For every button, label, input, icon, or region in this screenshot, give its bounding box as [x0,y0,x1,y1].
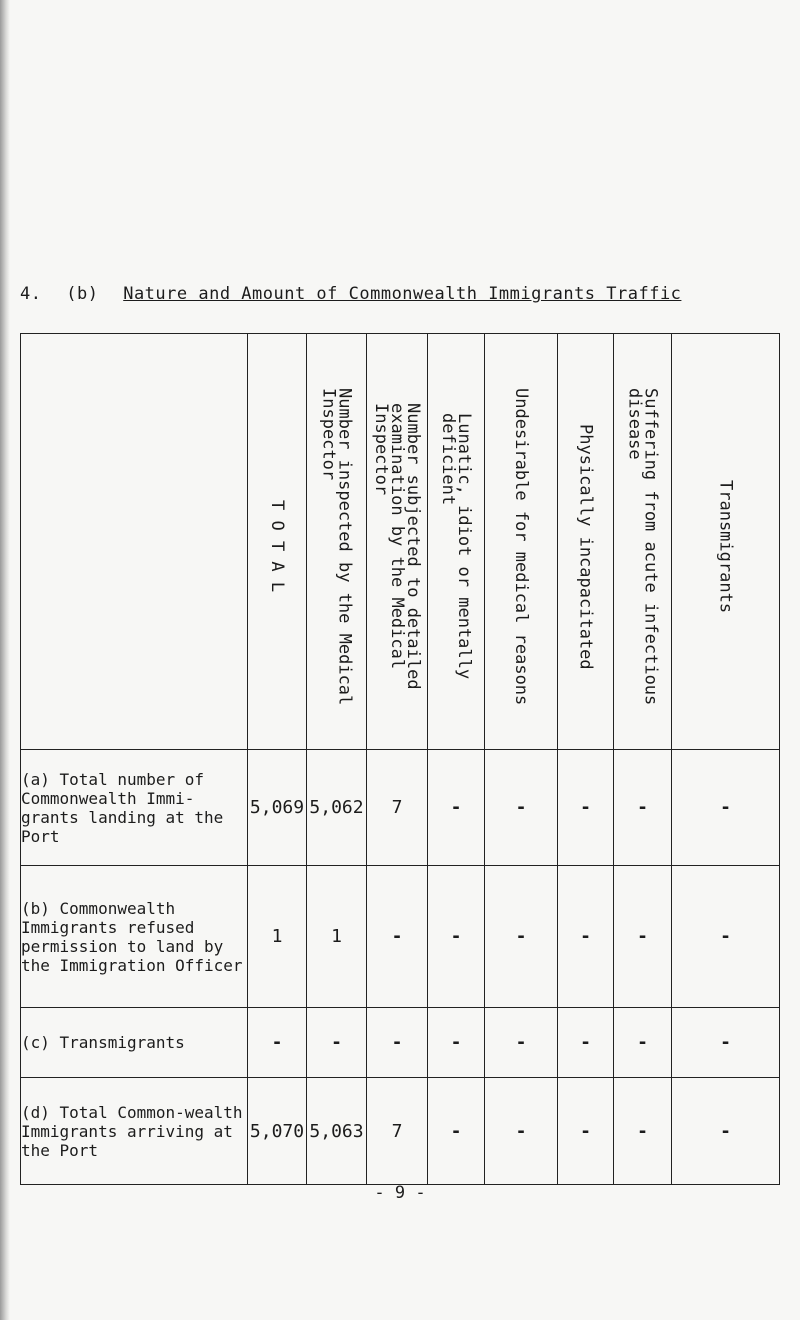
table-cell: - [558,866,614,1008]
header-corner-cell [21,334,248,750]
column-header-total [248,334,307,750]
table-cell: 1 [248,866,307,1008]
table-cell: - [672,1008,780,1078]
table-cell: - [614,1078,672,1185]
table-cell: - [485,1008,558,1078]
heading-number: 4. [20,284,42,304]
row-label: (a) Total number of Commonwealth Immi-grants landing at the Port [21,750,248,866]
table-cell: - [672,1078,780,1185]
table-cell: - [367,1008,428,1078]
column-header-inspected [307,334,367,750]
column-header-physically-incapacitated [558,334,614,750]
table-cell: - [307,1008,367,1078]
table-cell: - [485,866,558,1008]
column-header-label: Number inspected by the Medical Inspector [318,387,355,706]
column-header-label: T O T A L [267,500,287,593]
table-cell: - [485,1078,558,1185]
table-row [21,866,780,1008]
table-cell: - [672,866,780,1008]
table-cell: 5,062 [307,750,367,866]
table-cell: - [614,1008,672,1078]
row-label: (c) Transmigrants [21,1008,248,1078]
column-header-detailed-exam [367,334,428,750]
column-header-label: Lunatic, idiot or mentally deficient [438,413,474,680]
row-label: (d) Total Common-wealth Immigrants arriving at the Port [21,1078,248,1185]
column-header-label: Undesirable for medical reasons [511,387,531,706]
table-cell: - [428,750,485,866]
table-cell: 1 [307,866,367,1008]
table-cell: - [428,866,485,1008]
table-row [21,1008,780,1078]
table-cell: 7 [367,1078,428,1185]
table-cell: - [614,750,672,866]
table-cell: 7 [367,750,428,866]
table-cell: 5,063 [307,1078,367,1185]
page-edge [0,0,10,1320]
column-header-label: Physically incapacitated [575,423,596,670]
table-row [21,750,780,866]
column-header-lunatic [428,334,485,750]
page-number: - 9 - [374,1183,426,1203]
heading-title: Nature and Amount of Commonwealth Immigrants Traffic [123,284,682,304]
header-row [21,334,780,750]
column-header-infectious-disease [614,334,672,750]
row-label: (b) Commonwealth Immigrants refused permission to land by the Immigration Officer [21,866,248,1008]
column-header-transmigrants [672,334,780,750]
table-row [21,1078,780,1185]
table-cell: - [558,1078,614,1185]
table-cell: - [428,1008,485,1078]
immigrants-traffic-table [20,333,780,1185]
table-cell: - [672,750,780,866]
table-cell: - [248,1008,307,1078]
column-header-label: Transmigrants [715,479,736,614]
heading-subsection: (b) [66,284,99,304]
column-header-undesirable [485,334,558,750]
table-cell: - [558,750,614,866]
table-cell: 5,069 [248,750,307,866]
section-heading [20,284,681,304]
column-header-label: Suffering from acute infectious disease [624,387,661,706]
table-cell: - [367,866,428,1008]
column-header-label: Number subjected to detailed examination by the Medical Inspector [371,403,423,690]
table-cell: - [614,866,672,1008]
table-cell: - [485,750,558,866]
table-cell: - [428,1078,485,1185]
table-cell: 5,070 [248,1078,307,1185]
table-cell: - [558,1008,614,1078]
